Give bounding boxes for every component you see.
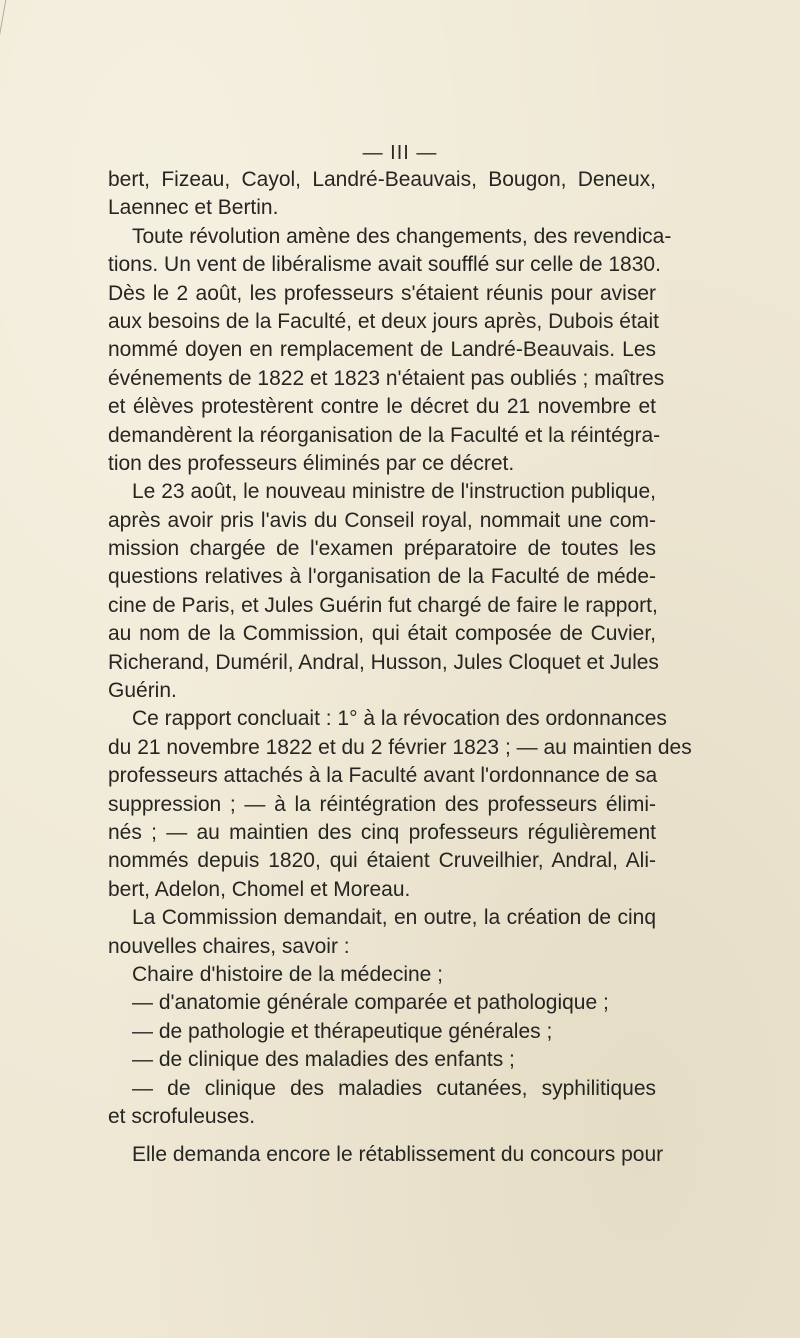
- text-line: suppression ; — à la réintégration des professeurs élimi-: [108, 792, 656, 816]
- paragraph-gap: [108, 1131, 656, 1141]
- text-line: demandèrent la réorganisation de la Faculté et la réintégra-: [108, 423, 661, 447]
- text-line: Ce rapport concluait : 1° à la révocation des ordonnances: [132, 707, 667, 731]
- text-line: aux besoins de la Faculté, et deux jours après, Dubois était: [108, 309, 659, 333]
- text-line: nouvelles chaires, savoir :: [108, 934, 350, 958]
- text-line: Dès le 2 août, les professeurs s'étaient réunis pour aviser: [108, 281, 656, 305]
- text-line: — de clinique des maladies des enfants ;: [132, 1048, 515, 1072]
- text-line: tions. Un vent de libéralisme avait soufflé sur celle de 1830.: [108, 253, 661, 277]
- text-line: et scrofuleuses.: [108, 1104, 256, 1128]
- page-edge-mark: [0, 0, 14, 60]
- text-line: du 21 novembre 1822 et du 2 février 1823 ; — au maintien des: [108, 735, 692, 759]
- text-line: tion des professeurs éliminés par ce décret.: [108, 451, 515, 475]
- text-line: Le 23 août, le nouveau ministre de l'instruction publique,: [132, 480, 656, 504]
- text-line: questions relatives à l'organisation de la Faculté de méde-: [108, 565, 656, 589]
- text-line: Elle demanda encore le rétablissement du concours pour: [132, 1143, 664, 1167]
- text-line: Richerand, Duméril, Andral, Husson, Jules Cloquet et Jules: [108, 650, 659, 674]
- text-line: Laennec et Bertin.: [108, 196, 279, 220]
- text-line: mission chargée de l'examen préparatoire de toutes les: [108, 537, 656, 561]
- text-line: bert, Fizeau, Cayol, Landré-Beauvais, Bougon, Deneux,: [108, 168, 656, 191]
- text-line: cine de Paris, et Jules Guérin fut chargé de faire le rapport,: [108, 593, 658, 617]
- text-line: — de clinique des maladies cutanées, syphilitiques: [132, 1076, 656, 1100]
- text-line: professeurs attachés à la Faculté avant l'ordonnance de sa: [108, 764, 658, 788]
- text-line: nés ; — au maintien des cinq professeurs régulièrement: [108, 820, 656, 844]
- text-line: La Commission demandait, en outre, la création de cinq: [132, 906, 656, 930]
- text-line: au nom de la Commission, qui était composée de Cuvier,: [108, 622, 656, 646]
- text-line: — de pathologie et thérapeutique générales ;: [132, 1019, 553, 1043]
- page-number: — III —: [362, 142, 438, 164]
- text-line: nommé doyen en remplacement de Landré-Beauvais. Les: [108, 338, 656, 362]
- text-line: bert, Adelon, Chomel et Moreau.: [108, 877, 411, 901]
- text-line: Chaire d'histoire de la médecine ;: [132, 962, 444, 986]
- text-line: nommés depuis 1820, qui étaient Cruveilhier, Andral, Ali-: [108, 849, 656, 873]
- body-text: [108, 166, 692, 1170]
- text-line: Guérin.: [108, 679, 177, 703]
- text-line: et élèves protestèrent contre le décret du 21 novembre et: [108, 395, 656, 419]
- text-line: — d'anatomie générale comparée et pathologique ;: [132, 991, 609, 1015]
- text-line: Toute révolution amène des changements, des revendica-: [132, 224, 672, 248]
- text-line: événements de 1822 et 1823 n'étaient pas oubliés ; maîtres: [108, 366, 665, 390]
- text-line: après avoir pris l'avis du Conseil royal, nommait une com-: [108, 508, 656, 532]
